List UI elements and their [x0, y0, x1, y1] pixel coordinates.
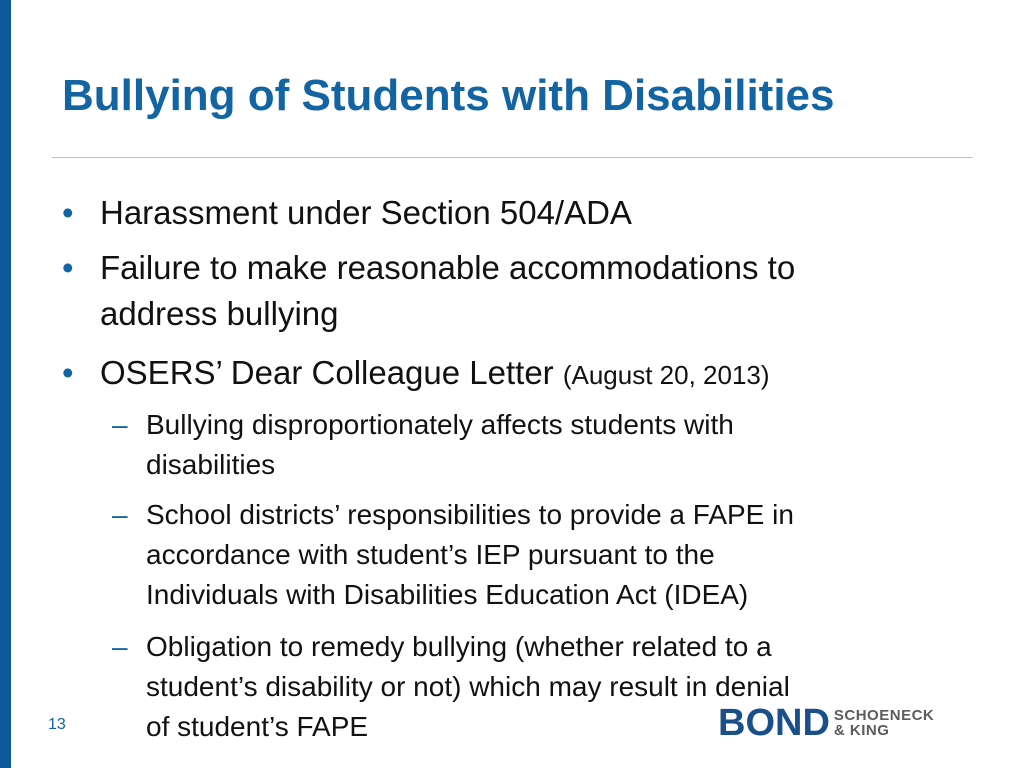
bullet-text-line-1: Failure to make reasonable accommodations to — [100, 249, 796, 286]
logo-secondary-line-2: & KING — [833, 722, 890, 739]
sub-bullet-line-1: School districts’ responsibilities to provide a FAPE in — [146, 499, 794, 530]
bullet-item-3 — [62, 350, 962, 398]
sub-bullet-line-2: disabilities — [146, 449, 276, 480]
bullet-text-line-2: address bullying — [100, 295, 339, 332]
bullet-marker: • — [62, 249, 74, 286]
bullet-text — [100, 350, 962, 398]
bullet-main-text: OSERS’ Dear Colleague Letter — [100, 354, 554, 391]
sub-bullet-item-1 — [112, 405, 972, 485]
sub-bullet-line-3: Individuals with Disabilities Education Act (IDEA) — [146, 579, 749, 610]
bullet-marker: • — [62, 354, 74, 391]
sub-bullet-marker: – — [112, 409, 128, 440]
sub-bullet-line-2: student’s disability or not) which may result in denial — [146, 671, 790, 702]
page-number: 13 — [48, 716, 66, 733]
sub-bullet-line-3: of student’s FAPE — [146, 711, 369, 742]
logo-secondary-line-1: SCHOENECK — [833, 707, 935, 724]
slide-title: Bullying of Students with Disabilities — [62, 71, 835, 120]
logo-primary-text: BOND — [718, 702, 830, 744]
bullet-marker: • — [62, 194, 74, 231]
bullet-item-2 — [62, 245, 962, 337]
sub-bullet-marker: – — [112, 631, 128, 662]
bullet-text: Harassment under Section 504/ADA — [100, 194, 632, 231]
sub-bullet-item-2 — [112, 495, 972, 615]
bond-schoeneck-king-logo — [718, 704, 934, 742]
logo-secondary — [834, 708, 934, 738]
sub-bullet-line-1: Obligation to remedy bullying (whether related to a — [146, 631, 772, 662]
bullet-date-note: (August 20, 2013) — [562, 360, 770, 390]
bullet-item-1 — [62, 190, 962, 236]
sub-bullet-line-1: Bullying disproportionately affects students with — [146, 409, 734, 440]
sub-bullet-marker: – — [112, 499, 128, 530]
sub-bullet-line-2: accordance with student’s IEP pursuant to the — [146, 539, 715, 570]
